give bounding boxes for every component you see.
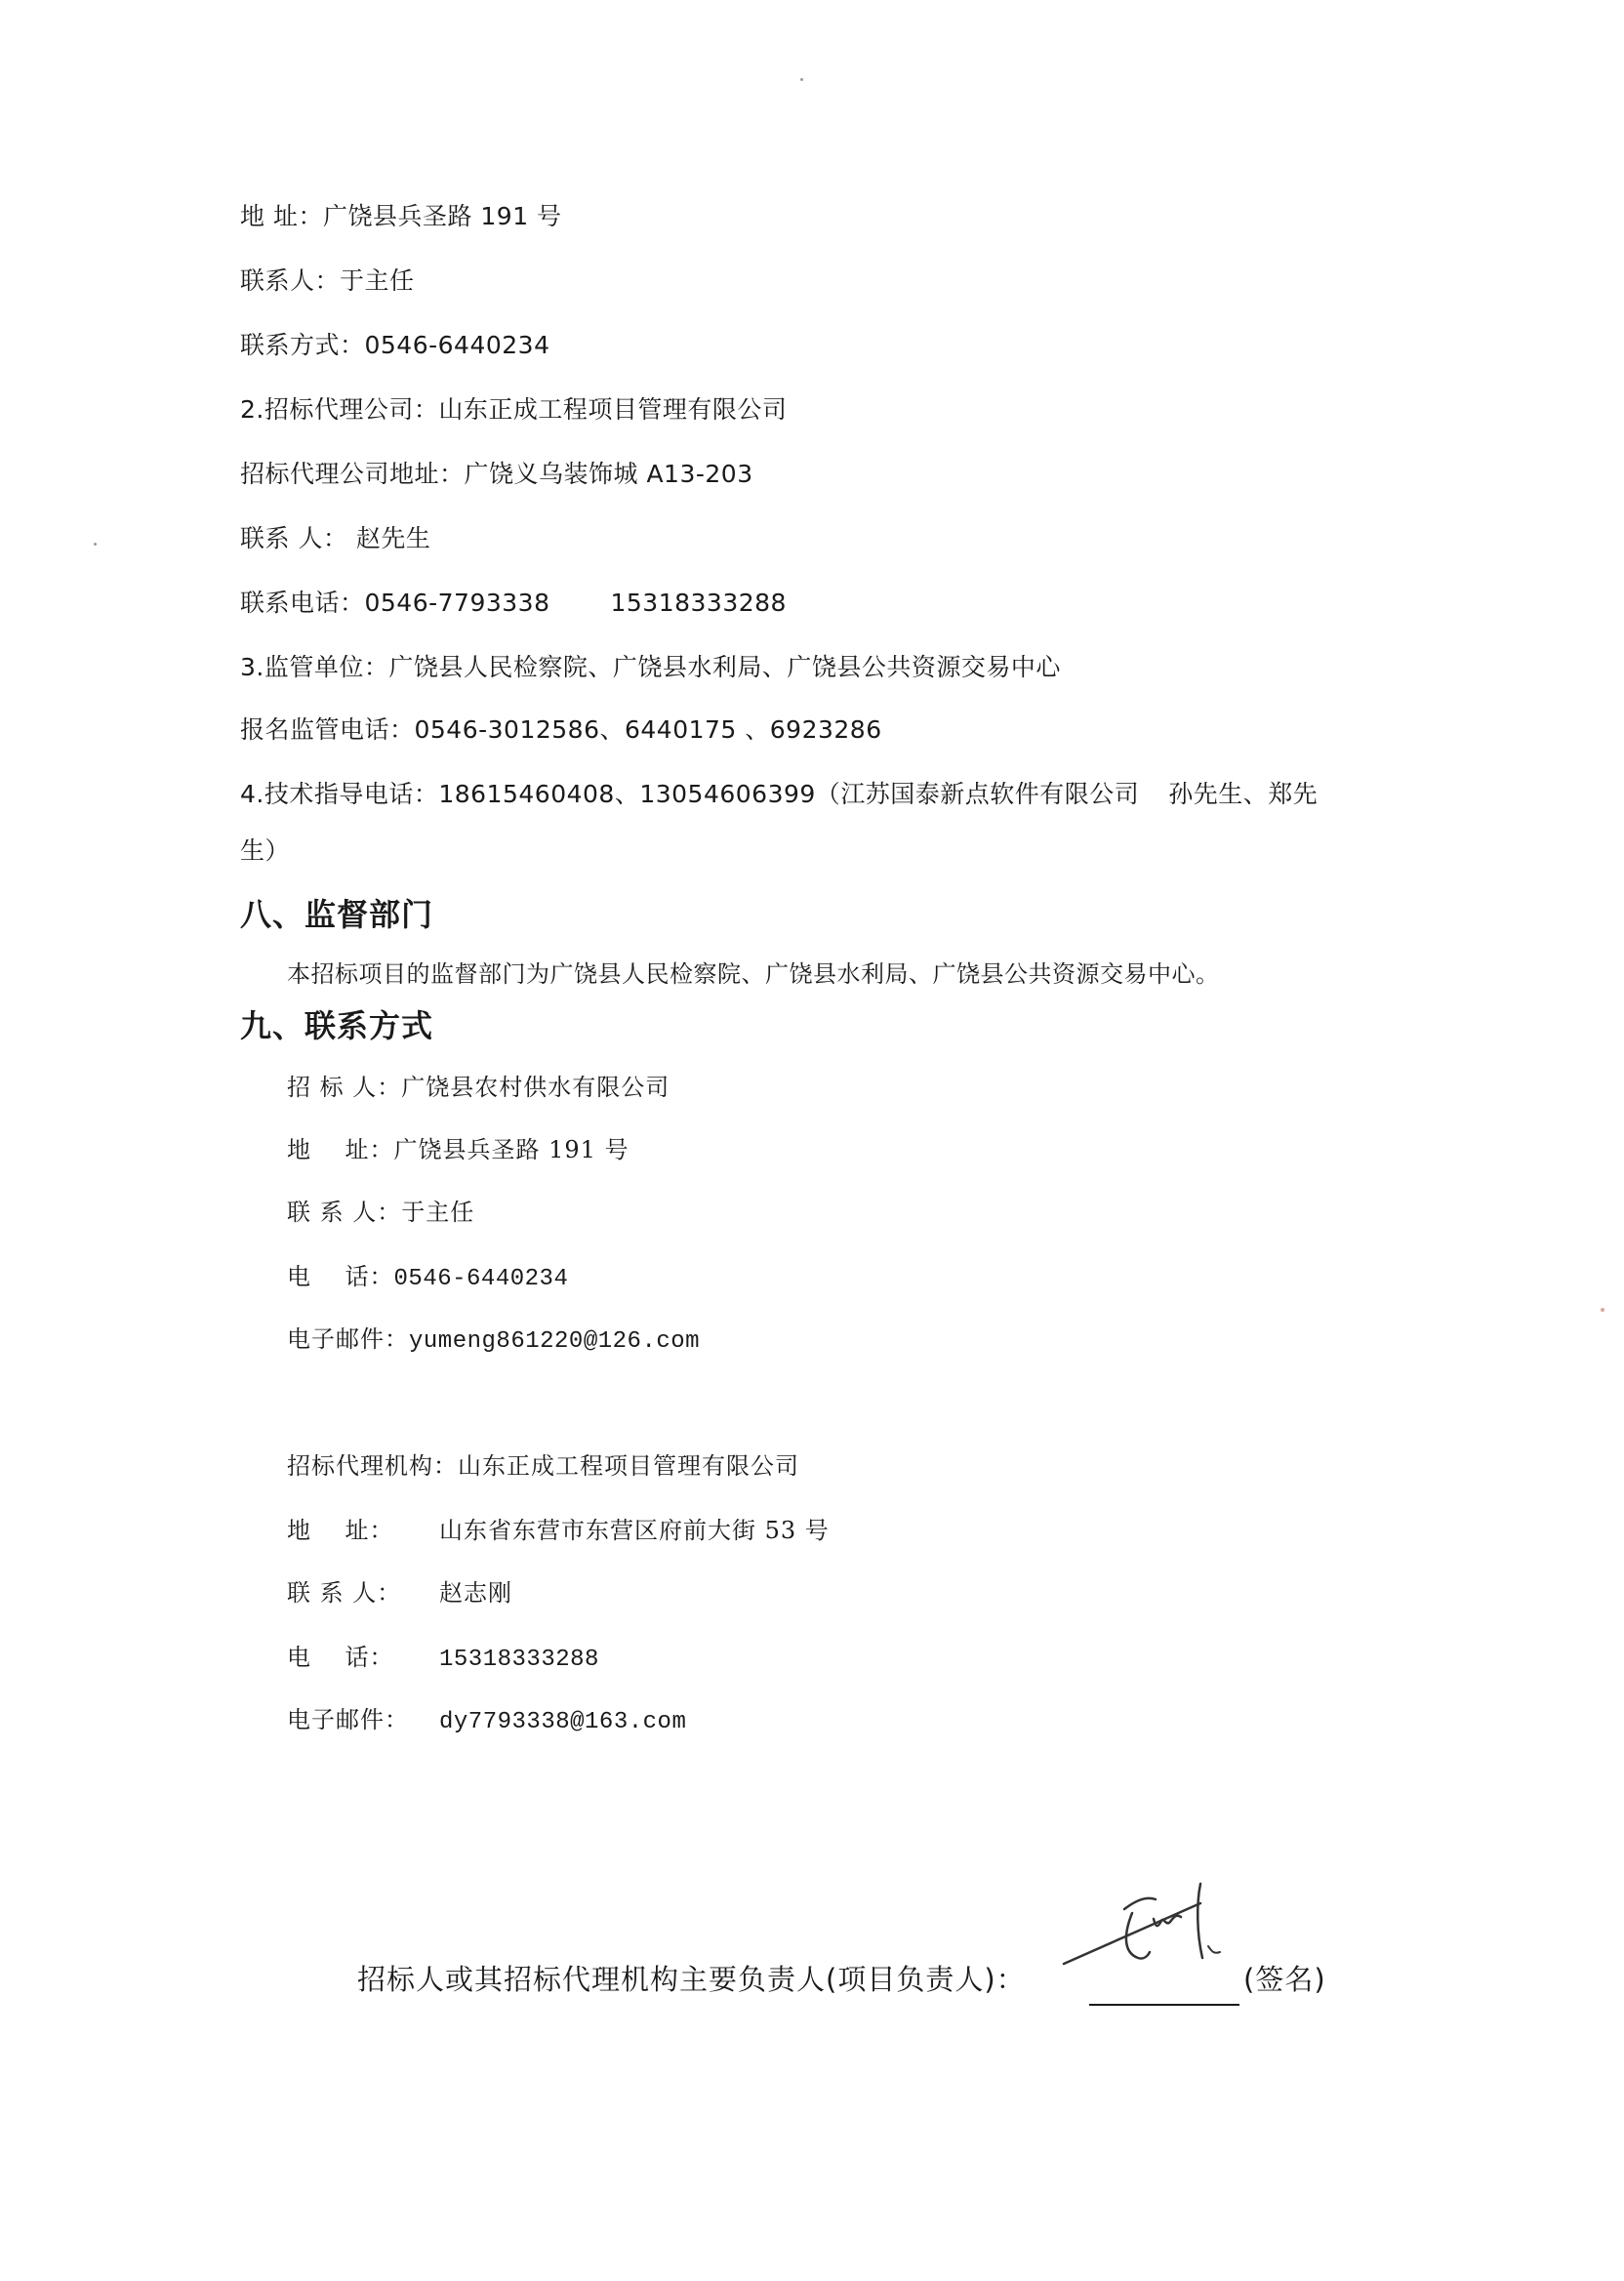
scan-speck [800, 78, 803, 81]
handwritten-signature [1054, 1874, 1279, 1991]
agency-title: 2.招标代理公司：山东正成工程项目管理有限公司 [240, 395, 788, 424]
tenderer-email-row [287, 1320, 700, 1355]
agency-email-row [287, 1700, 686, 1735]
agency-phone-extra: 15318333288 [610, 589, 787, 617]
agency-address-row [287, 1511, 830, 1545]
tenderer-phone-label: 电 话： [287, 1263, 394, 1290]
agency-phone-label: 联系电话：0546-7793338 [240, 589, 550, 617]
supervision-units: 3.监管单位：广饶县人民检察院、广饶县水利局、广饶县公共资源交易中心 [240, 653, 1061, 681]
tenderer-contact-method: 联系方式：0546-6440234 [240, 331, 550, 359]
agency-phone-row-value: 15318333288 [439, 1647, 599, 1673]
agency-email-value: dy7793338@163.com [439, 1709, 687, 1735]
tenderer-contact-value: 于主任 [401, 1199, 475, 1226]
agency-name-row [287, 1446, 799, 1481]
tenderer-address-row [287, 1130, 629, 1164]
tenderer-address: 地 址：广饶县兵圣路 191 号 [240, 202, 562, 230]
section8-body: 本招标项目的监督部门为广饶县人民检察院、广饶县水利局、广饶县公共资源交易中心。 [287, 960, 1220, 988]
agency-contact-value: 赵志刚 [439, 1579, 512, 1607]
scan-speck [94, 543, 97, 546]
agency-email-label: 电子邮件： [287, 1706, 409, 1733]
agency-address-label: 地 址： [287, 1517, 394, 1544]
tenderer-contact-person: 联系人：于主任 [240, 266, 415, 295]
tenderer-email-value: yumeng861220@126.com [409, 1328, 701, 1355]
agency-phone-row-label: 电 话： [287, 1644, 394, 1671]
tenderer-contact-label: 联 系 人： [287, 1199, 402, 1226]
tenderer-contact-row [287, 1193, 474, 1227]
agency-phone-row [287, 1638, 599, 1673]
agency-contact-label: 联 系 人： [287, 1579, 402, 1607]
agency-name-value: 山东正成工程项目管理有限公司 [458, 1452, 799, 1480]
tech-support-names: 孙先生、郑先 [1168, 780, 1319, 808]
tech-support-line2: 生） [240, 836, 291, 865]
agency-address: 招标代理公司地址：广饶义乌装饰城 A13-203 [240, 460, 753, 488]
supervision-phones: 报名监管电话：0546-3012586、6440175 、6923286 [240, 715, 882, 744]
tech-support-phones: 4.技术指导电话：18615460408、13054606399（江苏国泰新点软件有限公司 [240, 780, 1140, 808]
agency-name-label: 招标代理机构： [287, 1452, 458, 1480]
tech-support-line1 [240, 775, 1318, 810]
section8-heading: 八、监督部门 [240, 896, 434, 933]
tenderer-address-value: 广饶县兵圣路 191 号 [393, 1136, 629, 1163]
signature-underline [1089, 2004, 1239, 2006]
tenderer-email-label: 电子邮件： [287, 1325, 409, 1353]
tenderer-address-label: 地 址： [287, 1136, 394, 1163]
signature-suffix: (签名) [1243, 1963, 1326, 1996]
tenderer-name-label: 招 标 人： [287, 1074, 402, 1101]
tenderer-phone-row [287, 1257, 568, 1292]
agency-contact: 联系 人： 赵先生 [240, 524, 431, 552]
agency-contact-row [287, 1573, 512, 1608]
section9-heading: 九、联系方式 [240, 1007, 434, 1044]
agency-address-value: 山东省东营市东营区府前大街 53 号 [439, 1517, 830, 1544]
signature-statement: 招标人或其招标代理机构主要负责人(项目负责人)： [357, 1963, 1026, 1996]
agency-phone [240, 584, 787, 619]
tenderer-phone-value: 0546-6440234 [393, 1266, 569, 1292]
tenderer-name-value: 广饶县农村供水有限公司 [401, 1074, 670, 1101]
tenderer-name-row [287, 1068, 670, 1102]
scan-speck [1601, 1308, 1604, 1312]
